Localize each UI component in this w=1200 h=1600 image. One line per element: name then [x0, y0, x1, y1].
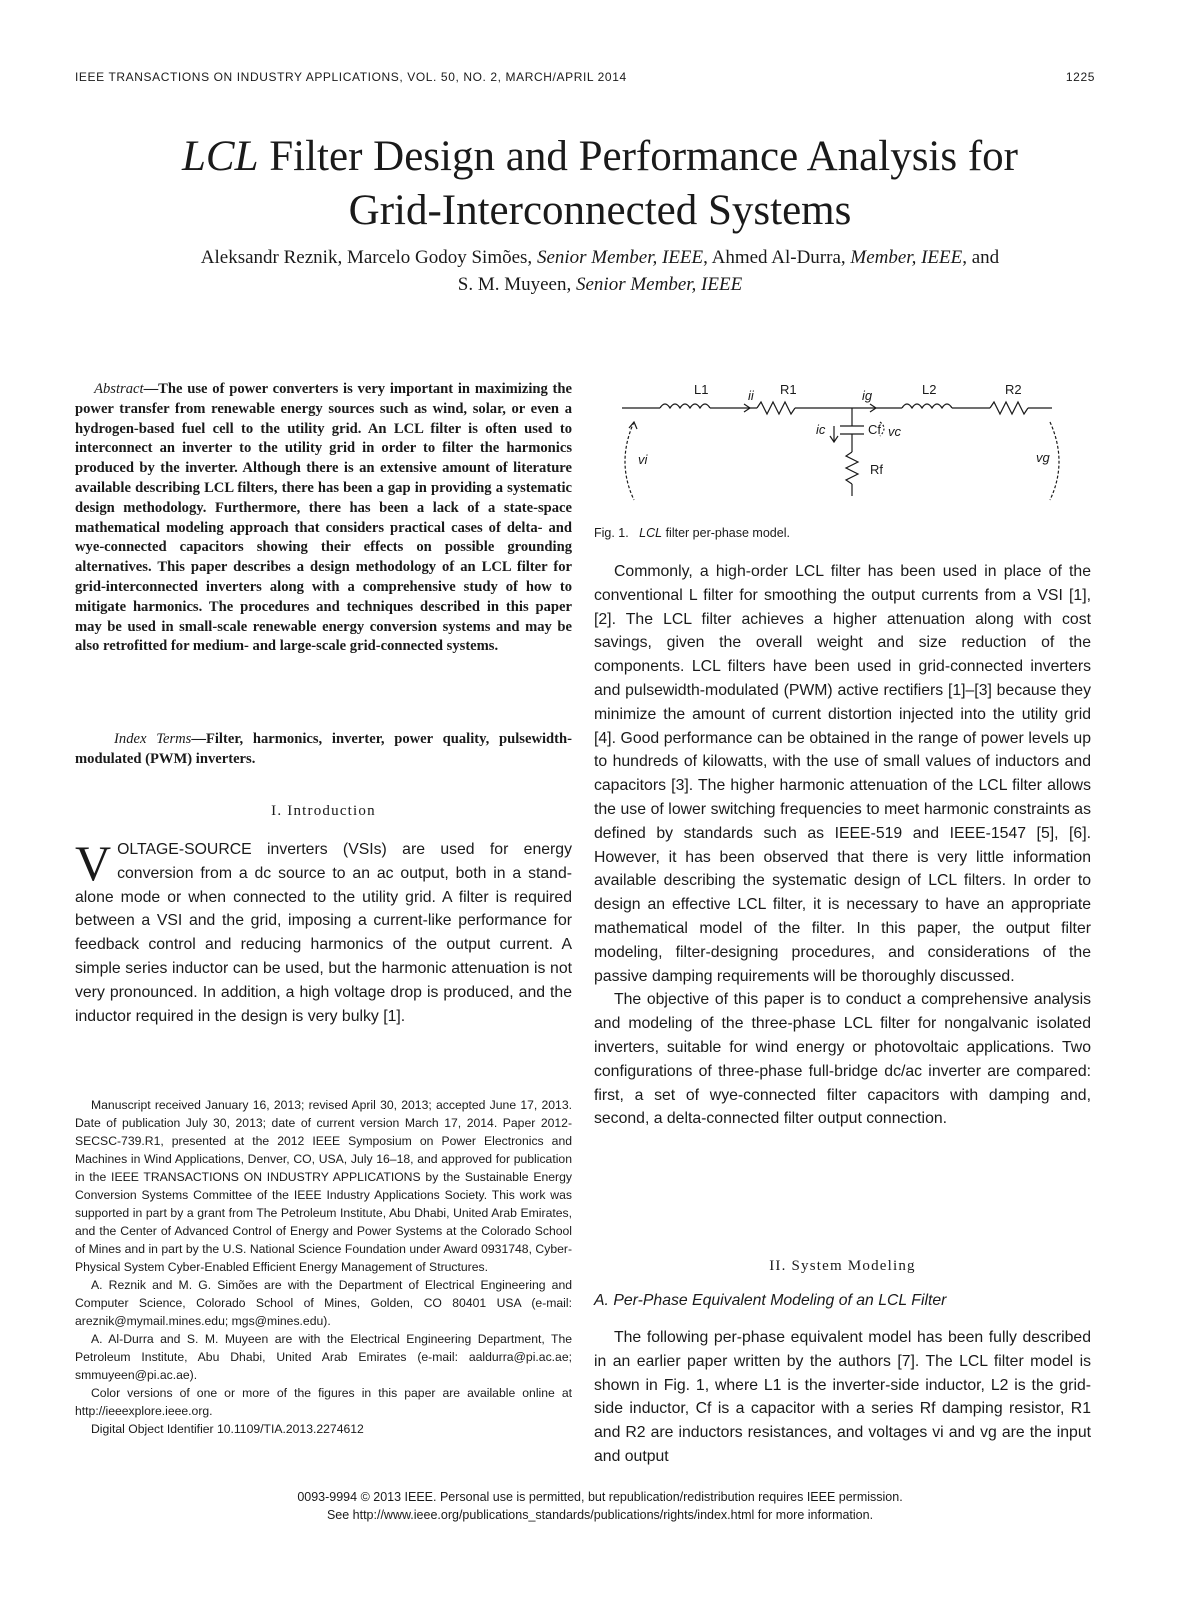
label-l1: L1: [694, 382, 709, 397]
permissions-line: See http://www.ieee.org/publications_standards/publications/rights/index.html for more information.: [326, 1508, 874, 1522]
voltage-arrow-vi: [629, 422, 637, 429]
index-terms-label: Index Terms: [114, 731, 192, 747]
authors-part: , and: [962, 247, 1000, 268]
author-list: [60, 244, 1140, 298]
paper-title: [60, 130, 1140, 238]
footnote-affiliation-1: A. Reznik and M. G. Simões are with the Department of Electrical Engineering and Computer Science, Colorado School of Mines, Golden, CO 80401 USA (e-mail: areznik@mymail.mines.edu; mgs@mines.edu).: [75, 1278, 572, 1328]
footnotes: [75, 1096, 572, 1438]
title-line2: Grid-Interconnected Systems: [348, 187, 852, 234]
resistor-r1: [757, 402, 795, 414]
copyright-line: 0093-9994 © 2013 IEEE. Personal use is permitted, but republication/redistribution requires IEEE permission.: [297, 1490, 903, 1504]
authors-part: Aleksandr Reznik, Marcelo Godoy Simões,: [200, 247, 537, 268]
authors-membership: Member, IEEE: [850, 247, 963, 268]
title-italic-lcl: LCL: [181, 133, 259, 180]
abstract-label: Abstract: [94, 381, 144, 397]
title-line1: Filter Design and Performance Analysis for: [258, 133, 1018, 180]
page-number: 1225: [1065, 70, 1095, 84]
authors-part: , Ahmed Al-Durra,: [703, 247, 851, 268]
section2-text: [594, 1326, 1091, 1469]
authors-part: S. M. Muyeen,: [457, 274, 576, 295]
figure-caption: [594, 526, 1094, 540]
right-column-text: [594, 560, 1091, 1131]
inductor-l2: [902, 404, 952, 408]
running-header: [75, 70, 1095, 90]
paragraph-commonly: Commonly, a high-order LCL filter has been used in place of the conventional L filter for smoothing the output currents from a VSI [1], [2]. The LCL filter achieves a higher attenuation along with cost savings, given the overall weight and size reduction of the components. LCL filters have been used in grid-connected inverters and pulsewidth-modulated (PWM) active rectifiers [1]–[3] because they minimize the amount of current distortion injected into the utility grid [4]. Good performance can be obtained in the range of power levels up to hundreds of kilowatts, with the use of small values of inductors and capacitors [3]. The higher harmonic attenuation of the LCL filter allows the use of lower switching frequencies to meet harmonic constraints as defined by standards such as IEEE-519 and IEEE-1547 [5], [6]. However, it has been observed that there is very little information available describing the systematic design of LCL filters. In order to design an effective LCL filter, it is necessary to have an appropriate mathematical model of the filter. In this paper, the output filter modeling, filter-designing procedures, and considerations of the passive damping requirements will be thoroughly discussed.: [594, 563, 1091, 985]
voltage-arc-vi: [625, 422, 634, 500]
introduction-paragraph: [75, 835, 572, 1028]
authors-membership: Senior Member, IEEE: [536, 247, 704, 268]
caption-text: filter per-phase model.: [662, 526, 790, 540]
lcl-circuit-diagram: [612, 378, 1092, 518]
label-r1: R1: [780, 382, 797, 397]
introduction-text: OLTAGE-SOURCE inverters (VSIs) are used for energy conversion from a dc source to an ac output, both in a stand-alone mode or when connected to the utility grid. A filter is required between a VSI and the grid, imposing a current-like performance for feedback control and reducing harmonics of the output current. A simple series inductor can be used, but the harmonic attenuation is not very pronounced. In addition, a high voltage drop is produced, and the inductor required in the design is very bulky [1].: [75, 841, 572, 1025]
label-r2: R2: [1005, 382, 1022, 397]
voltage-arc-vg: [1050, 422, 1059, 500]
subsection-heading: A. Per-Phase Equivalent Modeling of an LCL Filter: [594, 1292, 947, 1309]
label-ig: ig: [862, 388, 873, 403]
abstract: [75, 380, 572, 657]
resistor-r2: [990, 402, 1028, 414]
index-terms-text: —Filter, harmonics, inverter, power quality, pulsewidth-modulated (PWM) inverters.: [75, 731, 573, 767]
section-heading-introduction: I. Introduction: [271, 803, 376, 819]
label-l2: L2: [922, 382, 937, 397]
footnote-affiliation-2: A. Al-Durra and S. M. Muyeen are with the Electrical Engineering Department, The Petroleum Institute, Abu Dhabi, United Arab Emirates (e-mail: aaldurra@pi.ac.ae; smmuyeen@pi.ac.ae).: [75, 1332, 572, 1382]
footnote-manuscript: Manuscript received January 16, 2013; revised April 30, 2013; accepted June 17, 2013. Date of publication July 30, 2013; date of current version March 17, 2014. Paper 2012-SECSC-739.R1, presented at the 2012 IEEE Symposium on Power Electronics and Machines in Wind Applications, Denver, CO, USA, July 16–18, and approved for publication in the IEEE TRANSACTIONS ON INDUSTRY APPLICATIONS by the Sustainable Energy Conversion Systems Committee of the IEEE Industry Applications Society. This work was supported in part by a grant from The Petroleum Institute, Abu Dhabi, United Arab Emirates, and the Center of Advanced Control of Energy and Power Systems at the Colorado School of Mines and in part by the U.S. National Science Foundation under Award 0931748, Cyber-Physical System Cyber-Enabled Efficient Energy Management of Structures.: [75, 1098, 572, 1274]
label-vi: vi: [638, 452, 648, 467]
drop-cap: V: [75, 835, 112, 891]
caption-prefix: Fig. 1.: [594, 526, 629, 540]
label-rf: Rf: [870, 462, 883, 477]
inductor-l1: [660, 404, 710, 408]
footnote-doi: Digital Object Identifier 10.1109/TIA.2013.2274612: [91, 1422, 364, 1436]
label-ic: ic: [816, 422, 826, 437]
footnote-color-versions: Color versions of one or more of the figures in this paper are available online at http://ieeexplore.ieee.org.: [75, 1386, 572, 1418]
label-cf: Cf: [868, 422, 881, 437]
copyright-footer: [75, 1488, 1125, 1524]
index-terms: [75, 730, 572, 770]
label-vg: vg: [1036, 450, 1050, 465]
abstract-text: —The use of power converters is very important in maximizing the power transfer from renewable energy sources such as wind, solar, or even a hydrogen-based fuel cell to the utility grid. An LCL filter is often used to interconnect an inverter to the utility grid in order to filter the harmonics produced by the inverter. Although there is an extensive amount of literature available describing LCL filters, there has been a gap in providing a systematic design methodology. Furthermore, there has been a lack of a state-space mathematical modeling approach that considers practical cases of delta- and wye-connected capacitors showing their effects on possible grounding alternatives. This paper describes a design methodology of an LCL filter for grid-interconnected inverters along with a comprehensive study of how to mitigate harmonics. The procedures and techniques described in this paper may be used in small-scale renewable energy conversion systems and may be also retrofitted for medium- and large-scale grid-connected systems.: [75, 381, 573, 655]
caption-italic: LCL: [639, 526, 663, 540]
label-ii: ii: [748, 388, 754, 403]
paragraph-per-phase: The following per-phase equivalent model has been fully described in an earlier paper written by the authors [7]. The LCL filter model is shown in Fig. 1, where L1 is the inverter-side inductor, L2 is the grid-side inductor, Cf is a capacitor with a series Rf damping resistor, R1 and R2 are inductors resistances, and voltages vi and vg are the input and output: [594, 1329, 1091, 1465]
resistor-rf: [846, 452, 858, 484]
journal-running-title: IEEE TRANSACTIONS ON INDUSTRY APPLICATIONS, VOL. 50, NO. 2, MARCH/APRIL 2014: [75, 70, 627, 84]
section-heading-system-modeling: II. System Modeling: [769, 1258, 916, 1274]
label-vc: vc: [888, 424, 901, 439]
authors-membership: Senior Member, IEEE: [576, 274, 743, 295]
paragraph-objective: The objective of this paper is to conduct a comprehensive analysis and modeling of the three-phase LCL filter for nongalvanic isolated inverters, suitable for wind energy or photovoltaic applications. Two configurations of three-phase full-bridge dc/ac inverter are compared: first, a set of wye-connected filter capacitors with damping and, second, a delta-connected filter output connection.: [594, 991, 1091, 1128]
